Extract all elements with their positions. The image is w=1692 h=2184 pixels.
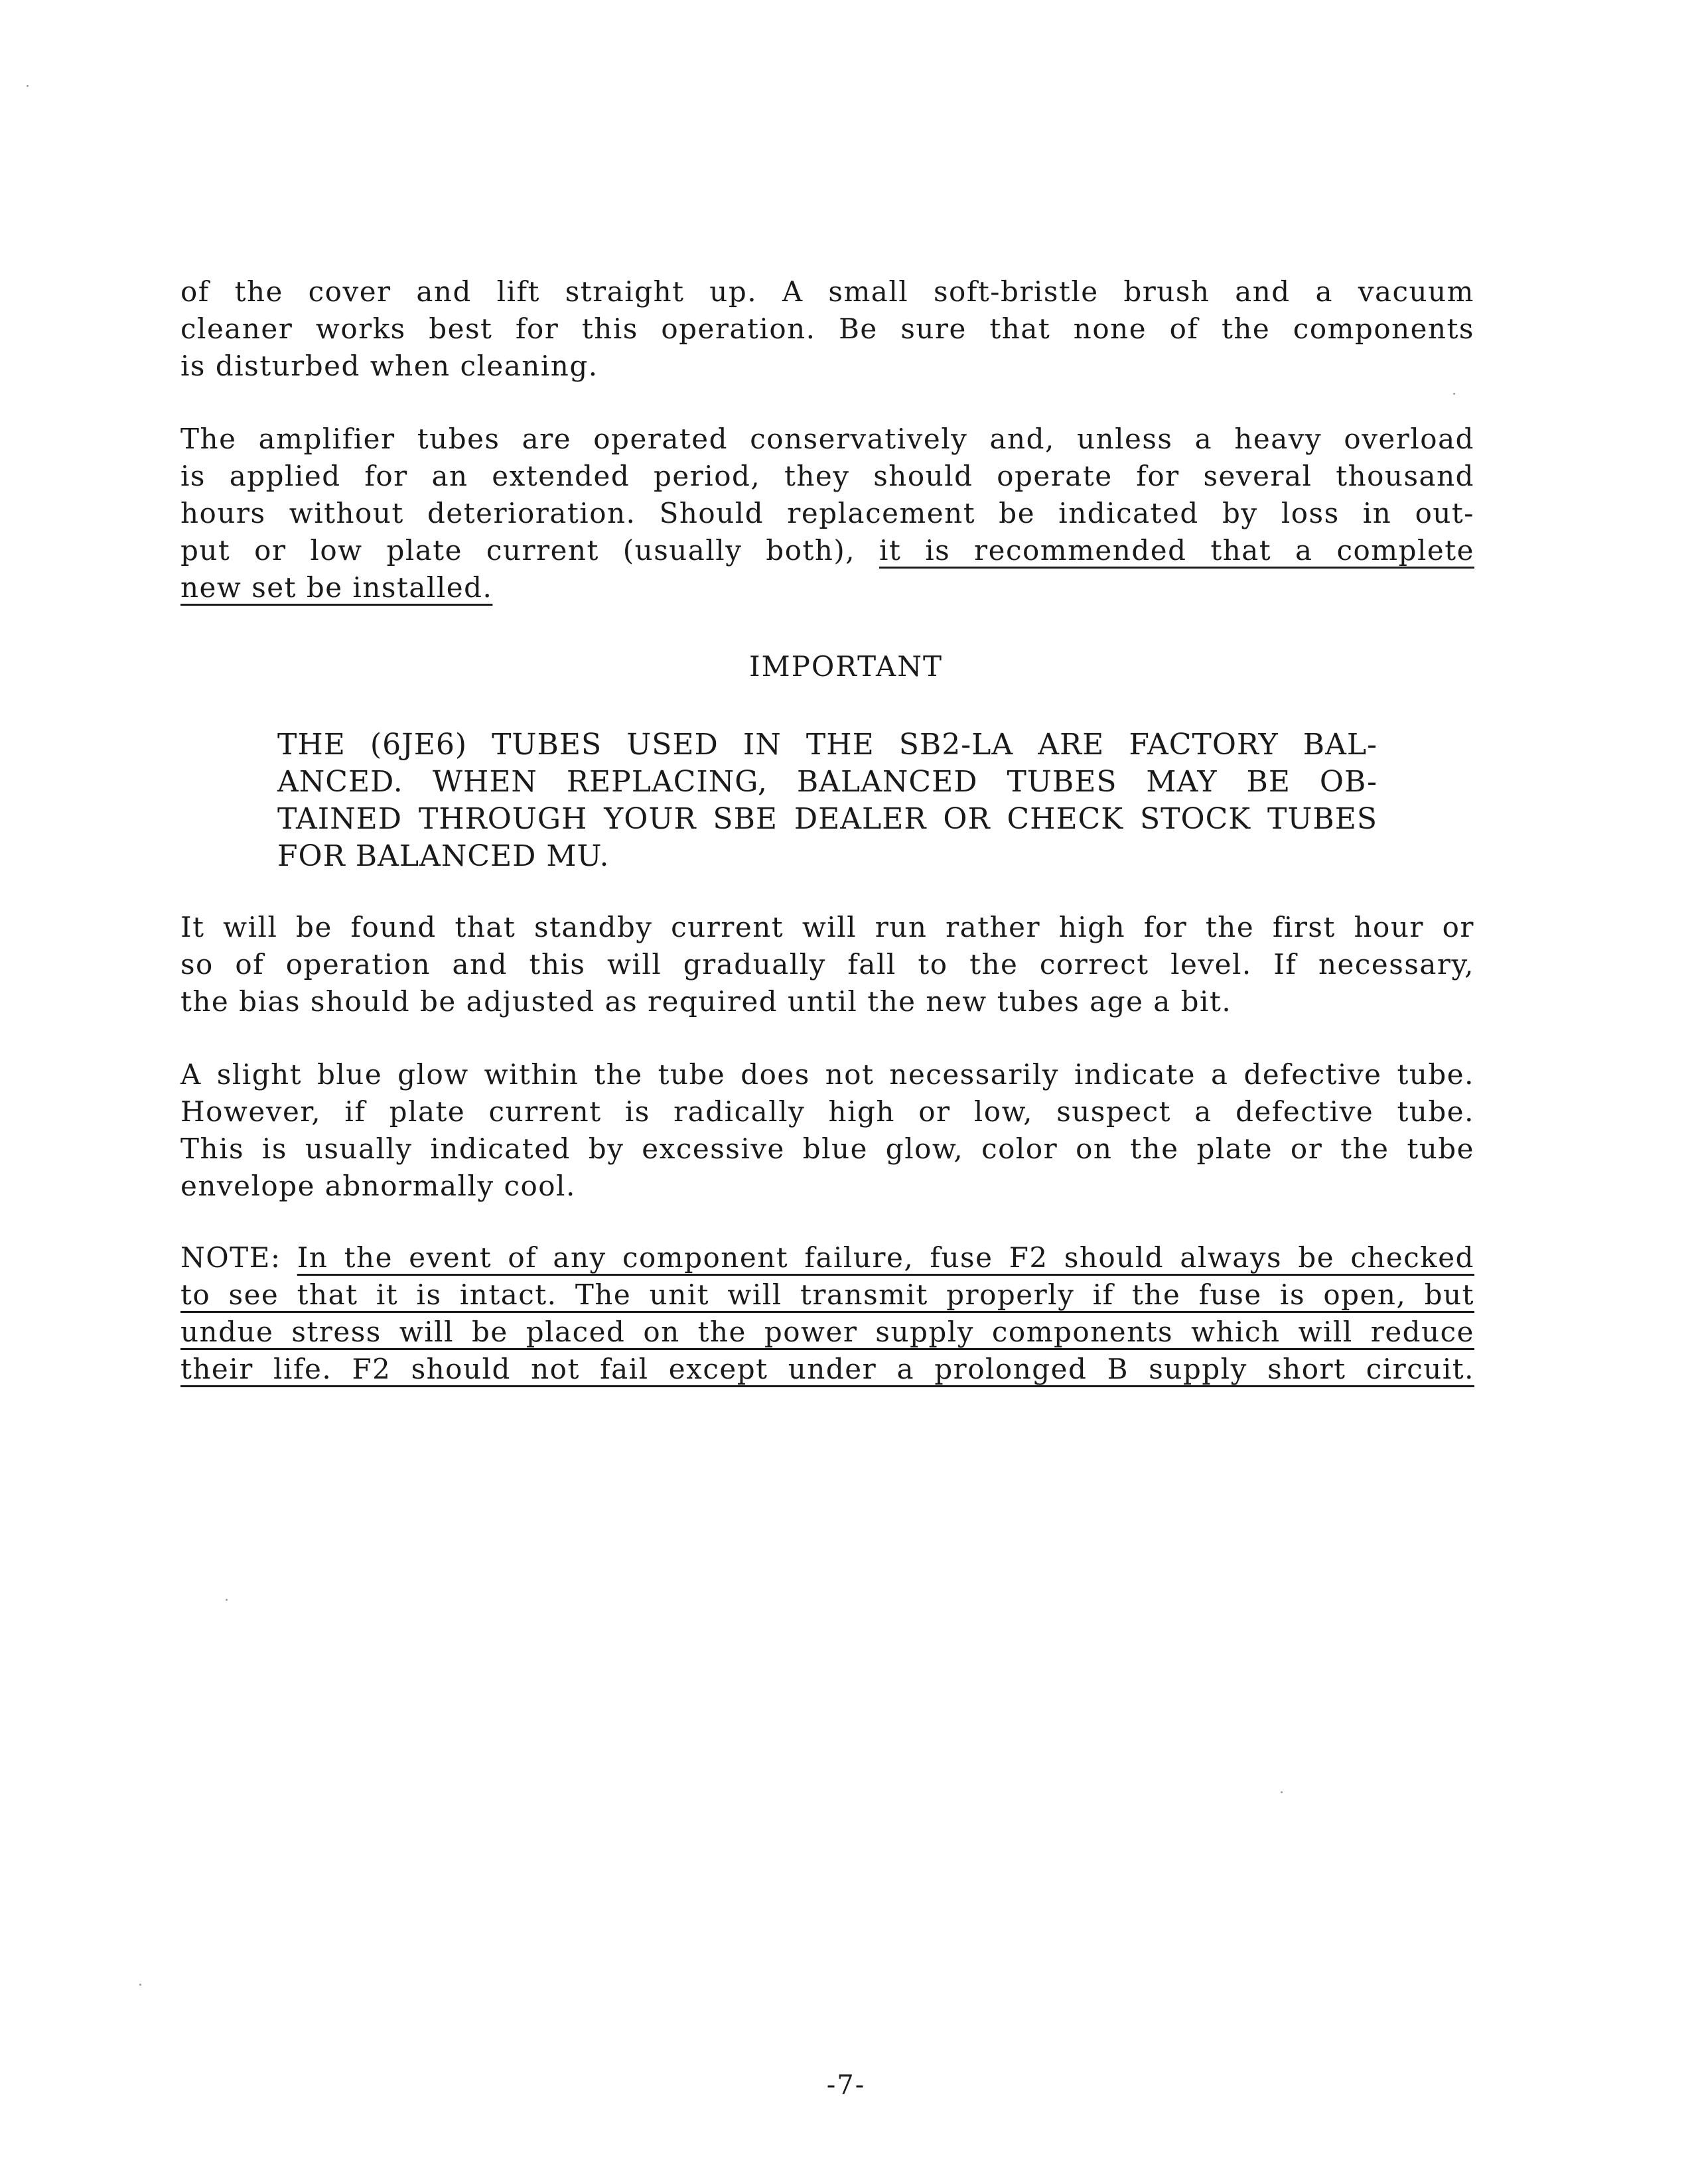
note-label: NOTE: xyxy=(180,1241,297,1274)
note-underlined-text: In the event of any component failure, fuse F2 should always be checked xyxy=(297,1241,1474,1274)
paragraph-line: is disturbed when cleaning. xyxy=(180,350,599,382)
paragraph-line: hours without deterioration. Should replacement be indicated by loss in out- xyxy=(180,497,1474,529)
notice-line: FOR BALANCED MU. xyxy=(277,839,610,873)
paragraph-line xyxy=(180,1314,1474,1351)
paragraph-line: A slight blue glow within the tube does not necessarily indicate a defective tube. xyxy=(180,1058,1474,1091)
underlined-recommendation: new set be installed. xyxy=(180,571,493,604)
paragraph-line: However, if plate current is radically high or low, suspect a defective tube. xyxy=(180,1095,1474,1128)
note-underlined-text: undue stress will be placed on the power supply components which will reduce xyxy=(180,1316,1474,1348)
paragraph-line xyxy=(180,1351,1474,1388)
notice-line: THE (6JE6) TUBES USED IN THE SB2-LA ARE FACTORY BAL- xyxy=(277,728,1377,762)
scan-speck xyxy=(1281,1791,1283,1793)
important-heading: IMPORTANT xyxy=(749,650,943,683)
paragraph-line: the bias should be adjusted as required until the new tubes age a bit. xyxy=(180,985,1232,1018)
important-notice xyxy=(277,726,1377,875)
paragraph-amplifier-tubes xyxy=(180,421,1474,606)
paragraph-standby-current xyxy=(180,909,1474,1020)
paragraph-blue-glow xyxy=(180,1056,1474,1205)
paragraph-text: put or low plate current (usually both), xyxy=(180,534,880,567)
paragraph-line: envelope abnormally cool. xyxy=(180,1170,576,1202)
paragraph-cleaning xyxy=(180,273,1474,385)
paragraph-line xyxy=(180,1276,1474,1314)
paragraph-line: so of operation and this will gradually fall to the correct level. If necessary, xyxy=(180,948,1474,981)
paragraph-line: cleaner works best for this operation. Be sure that none of the components xyxy=(180,312,1474,345)
paragraph-note xyxy=(180,1239,1474,1388)
note-underlined-text: their life. F2 should not fail except under a prolonged B supply short circuit. xyxy=(180,1353,1474,1385)
scan-speck xyxy=(226,1599,228,1601)
paragraph-line xyxy=(180,1239,1474,1276)
paragraph-line: The amplifier tubes are operated conservatively and, unless a heavy overload xyxy=(180,423,1474,455)
paragraph-line xyxy=(180,532,1474,569)
scan-speck xyxy=(1453,393,1455,395)
paragraph-line: of the cover and lift straight up. A small soft-bristle brush and a vacuum xyxy=(180,275,1474,308)
note-underlined-text: to see that it is intact. The unit will transmit properly if the fuse is open, but xyxy=(180,1278,1474,1311)
notice-line: TAINED THROUGH YOUR SBE DEALER OR CHECK STOCK TUBES xyxy=(277,802,1377,836)
paragraph-line: This is usually indicated by excessive blue glow, color on the plate or the tube xyxy=(180,1132,1474,1165)
scan-speck xyxy=(27,85,29,87)
paragraph-line xyxy=(180,569,1474,606)
paragraph-line: It will be found that standby current will run rather high for the first hour or xyxy=(180,911,1474,943)
scan-speck xyxy=(139,1984,141,1986)
underlined-recommendation: it is recommended that a complete xyxy=(879,534,1474,567)
page-number: -7- xyxy=(826,2070,866,2100)
notice-line: ANCED. WHEN REPLACING, BALANCED TUBES MAY BE OB- xyxy=(277,765,1377,799)
paragraph-line: is applied for an extended period, they should operate for several thousand xyxy=(180,460,1474,492)
